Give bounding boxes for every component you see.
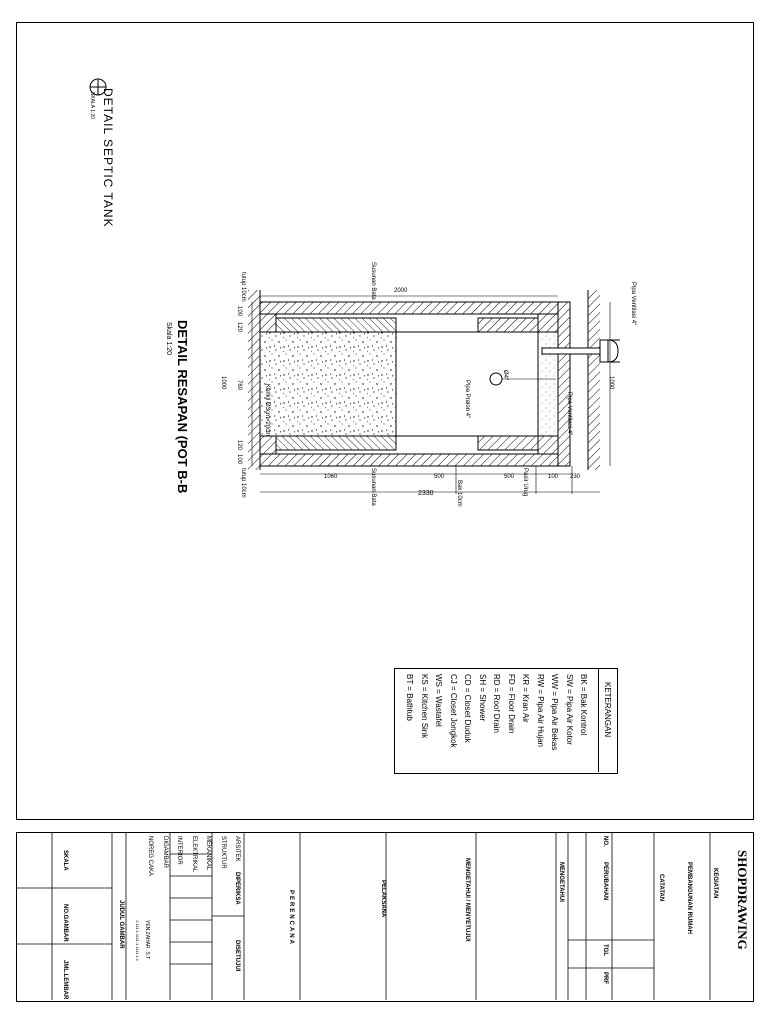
section-title: DETAIL RESAPAN (POT B-B xyxy=(175,320,190,494)
lower-wall xyxy=(260,436,558,466)
drafter-name: YEN ZAHAR .S.T xyxy=(144,920,150,960)
role-label: NOREG CAKA xyxy=(147,836,153,877)
label-circle: Ø4" xyxy=(502,370,508,381)
label-bata-top: Susunan Bata xyxy=(370,262,376,300)
section-drawing xyxy=(16,22,752,818)
dim-100-l: 100 xyxy=(236,306,242,317)
legend-item: CJ = Closet Jongkok xyxy=(448,674,458,748)
prf-label: PRF xyxy=(602,972,608,984)
label-vent-top: Pipa Ventilasi 4" xyxy=(630,282,636,326)
disetujui-label: DISETUJUI xyxy=(234,940,240,972)
dim-120-l: 120 xyxy=(236,322,242,333)
dim-760: 760 xyxy=(236,380,242,391)
label-tutup-top: tutup 10cm xyxy=(240,272,246,302)
role-label: STRUKTUR xyxy=(219,836,226,869)
label-kerikil: Kerikil Ø3cm=20cm xyxy=(264,384,270,437)
no-gambar-label: NO.GAMBAR xyxy=(62,904,68,942)
legend-item: BT = Bathtub xyxy=(405,674,414,721)
perencana-label: PERENCANA xyxy=(288,890,294,947)
catatan-label: CATATAN xyxy=(658,874,664,902)
dim-500b: 500 xyxy=(504,474,515,480)
tgl-label: TGL xyxy=(602,944,608,956)
legend-title: KETERANGAN xyxy=(603,682,612,738)
dim-120-r: 120 xyxy=(236,440,242,451)
label-tutup-bottom: tutup 10cm xyxy=(240,468,246,498)
no-label: NO. xyxy=(602,836,608,847)
perubahan-label: PERUBAHAN xyxy=(602,862,608,901)
role-label: MEKANIKAL xyxy=(205,836,211,871)
legend-item: KR = Kran Air xyxy=(521,674,530,723)
drafter-id: 1.111.1.1111.1.1111.1.1 xyxy=(135,920,140,961)
legend-item: CD = Closet Duduk xyxy=(463,674,472,743)
dim-230: 230 xyxy=(570,474,581,480)
pipe-marker xyxy=(490,373,502,385)
dim-1060: 1060 xyxy=(324,474,338,480)
gravel-fill xyxy=(260,332,396,436)
dim-100: 100 xyxy=(548,474,559,480)
ground-left xyxy=(248,290,260,470)
label-bata-bottom: Susunan Bata xyxy=(370,468,376,506)
role-label: ARSITEK xyxy=(234,836,240,862)
role-label: INTERIOR xyxy=(176,836,182,865)
legend-item: WW = Pipa Air Bekas xyxy=(550,674,559,751)
septic-subtitle: SKALA 1:20 xyxy=(89,92,95,119)
dim-100-r: 100 xyxy=(236,454,242,465)
section-scale: Skala 1:20 xyxy=(165,322,172,356)
dim-2000: 2000 xyxy=(394,288,408,294)
ground-right xyxy=(588,290,600,470)
label-bak: Bak 10cm xyxy=(456,480,462,507)
dim-1000-left: 1000 xyxy=(220,376,226,390)
legend-item: RD = Roof Drain xyxy=(492,674,501,733)
legend-item: SH = Shower xyxy=(477,674,487,722)
role-label: DIGAMBAR xyxy=(161,836,168,869)
label-pralon: Pipa Pralon 4" xyxy=(464,380,470,419)
dim-500a: 500 xyxy=(434,474,445,480)
mengetahui-label: MENGETAHUI xyxy=(558,862,564,902)
pelaksana-label: PELAKSANA xyxy=(380,880,386,918)
brand-title: SHOPDRAWING xyxy=(735,850,750,950)
legend-item: KS = Kitchen Sink xyxy=(419,674,429,739)
septic-title: DETAIL SEPTIC TANK xyxy=(101,88,115,228)
dim-1000-right: 1000 xyxy=(608,376,614,390)
role-label: ELEKTRIKAL xyxy=(190,836,197,873)
legend-item: FD = Floor Drain xyxy=(506,674,516,734)
mengetahui-menyetujui-label: MENGETAHUI / MENYETUJUI xyxy=(464,858,470,942)
judul-gambar-label: JUDUL GAMBAR xyxy=(118,900,124,949)
skala-label: SKALA xyxy=(62,850,68,871)
label-pasir: Pasir Urug xyxy=(522,468,528,497)
legend-item: RW = Pipa Air Hujan xyxy=(535,674,545,747)
kegiatan-value: PEMBANGUNAN RUMAH xyxy=(686,862,692,934)
label-vent-mid: Pipa Ventilasi 4" xyxy=(566,392,572,436)
legend-item: SW = Pipa Air Kotor xyxy=(564,674,574,745)
upper-wall xyxy=(260,302,558,332)
diperiksa-label: DIPERIKSA xyxy=(234,872,240,905)
jml-lembar-label: JML.LEMBAR xyxy=(62,960,68,1000)
dim-2330: 2330 xyxy=(418,490,434,497)
legend-item: WS = Wastafel xyxy=(434,674,443,727)
legend-item: BK = Bak Kontrol xyxy=(579,674,588,736)
kegiatan-label: KEGIATAN xyxy=(712,868,718,899)
